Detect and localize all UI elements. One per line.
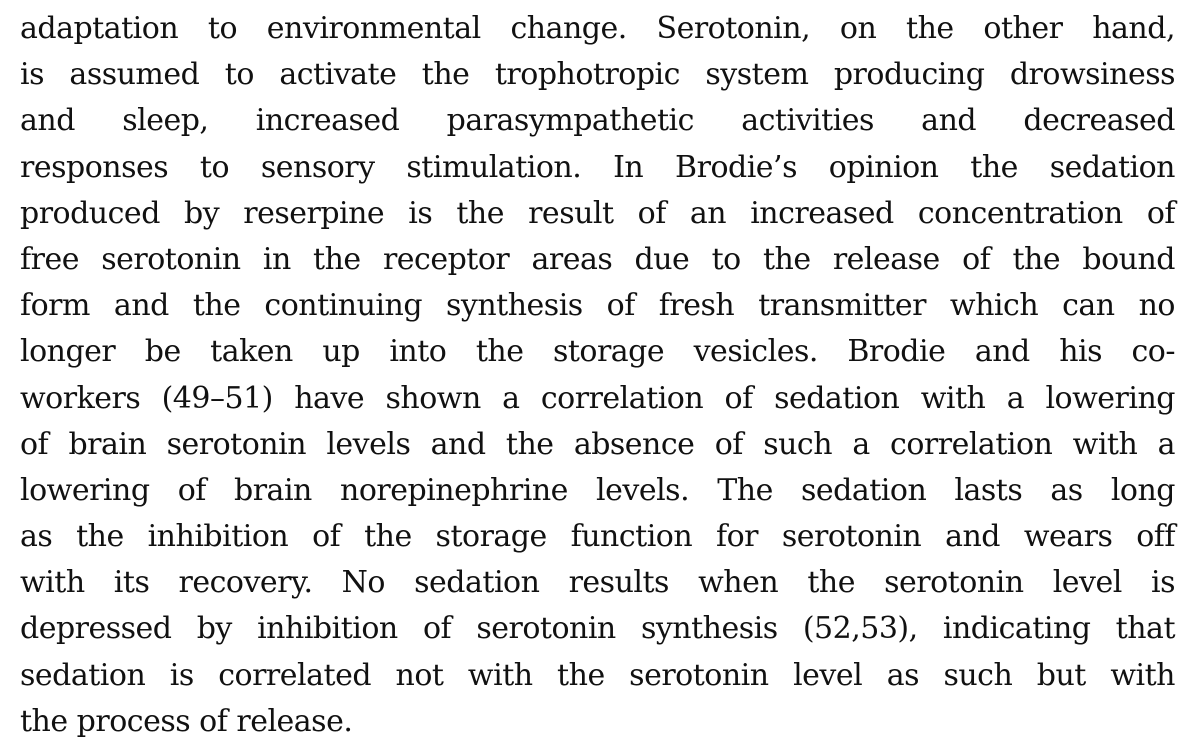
text-line: as the inhibition of the storage function for serotonin and wears off: [20, 519, 1175, 555]
text-line: workers (49–51) have shown a correlation of sedation with a lowering: [20, 380, 1175, 416]
text-line: form and the continuing synthesis of fresh transmitter which can no: [20, 288, 1175, 324]
text-line: sedation is correlated not with the serotonin level as such but with: [20, 657, 1175, 693]
text-line: free serotonin in the receptor areas due to the release of the bound: [20, 241, 1175, 277]
text-line: lowering of brain norepinephrine levels. The sedation lasts as long: [20, 472, 1175, 508]
text-line: with its recovery. No sedation results when the serotonin level is: [20, 565, 1175, 601]
text-line: adaptation to environmental change. Serotonin, on the other hand,: [20, 11, 1175, 46]
text-line: and sleep, increased parasympathetic activities and decreased: [20, 103, 1175, 139]
text-line: is assumed to activate the trophotropic system producing drowsiness: [20, 57, 1175, 93]
text-line: depressed by inhibition of serotonin synthesis (52,53), indicating that: [20, 611, 1175, 647]
text-line: longer be taken up into the storage vesicles. Brodie and his co-: [20, 334, 1175, 370]
text-line: responses to sensory stimulation. In Brodie’s opinion the sedation: [20, 149, 1175, 185]
text-line: of brain serotonin levels and the absence of such a correlation with a: [20, 426, 1175, 462]
text-line: produced by reserpine is the result of an increased concentration of: [20, 195, 1175, 231]
body-paragraph: [20, 6, 1175, 745]
text-line: the process of release.: [20, 703, 353, 739]
